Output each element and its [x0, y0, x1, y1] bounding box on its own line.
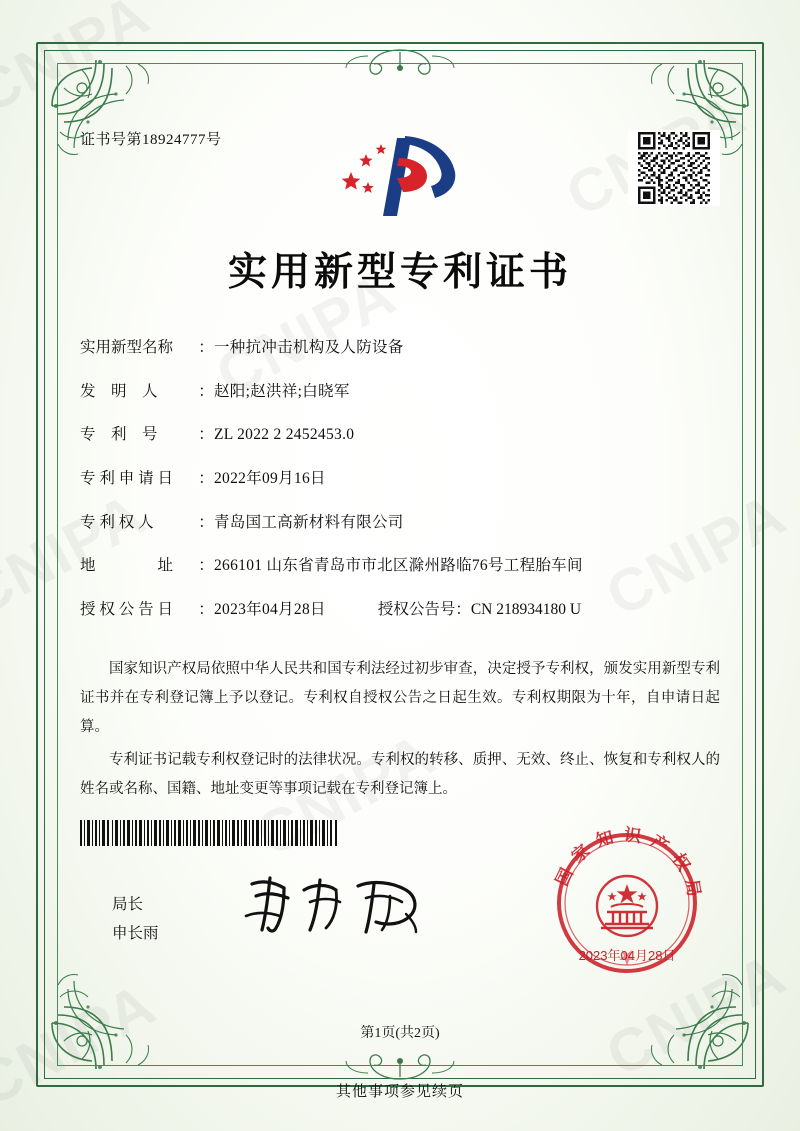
seal-date: 2023年04月28日 — [578, 948, 676, 963]
signature-block — [112, 890, 159, 949]
field-colon: ： — [198, 382, 214, 400]
director-title-label: 局长 — [112, 896, 144, 913]
field-colon: ： — [198, 339, 214, 356]
field-value: 2023年04月28日 — [214, 601, 326, 619]
field-application-date — [80, 468, 720, 490]
field-value: 2022年09月16日 — [214, 470, 326, 488]
field-label: 地 址 — [80, 557, 174, 575]
field-label: 实用新型名称 — [80, 339, 174, 356]
handwritten-signature-icon — [240, 870, 440, 940]
field-inventors — [80, 381, 720, 403]
field-label: 授 权 公 告 日 — [80, 601, 174, 619]
field-value: 266101 山东省青岛市市北区滁州路临76号工程胎车间 — [214, 557, 583, 575]
page-number: 第1页(共2页) — [360, 1026, 440, 1041]
field-colon: ： — [198, 557, 214, 575]
field-colon: ： — [198, 601, 214, 619]
field-label: 专 利 权 人 — [80, 513, 154, 531]
field-value: 青岛国工高新材料有限公司 — [214, 513, 404, 531]
field-patent-number — [80, 424, 720, 446]
field-utility-model-name — [80, 337, 720, 359]
footer-note: 其他事项参见续页 — [335, 1084, 464, 1100]
official-seal — [542, 818, 712, 988]
cnipa-logo-icon — [335, 128, 465, 220]
paragraph: 国家知识产权局依照中华人民共和国专利法经过初步审查，决定授予专利权，颁发实用新型专利证书并在专利登记簿上予以登记。专利权自授权公告之日起生效。专利权期限为十年，自申请日起算。 — [80, 660, 720, 735]
field-value: 赵阳;赵洪祥;白晓军 — [214, 382, 350, 400]
field-label: 发 明 人 — [80, 382, 158, 400]
certificate-number: 证书号第18924777号 — [80, 132, 222, 148]
grant-number-label: 授权公告号： — [377, 601, 471, 619]
field-address — [80, 555, 720, 577]
svg-text:国家知识产权局: 国家知识产权局 — [552, 824, 706, 907]
grant-number-value: CN 218934180 U — [470, 601, 582, 619]
field-colon: ： — [198, 513, 214, 531]
field-patentee — [80, 512, 720, 534]
legal-text — [80, 655, 720, 804]
field-grant-announcement — [80, 599, 720, 621]
field-label: 专 利 申 请 日 — [80, 470, 174, 488]
qr-code — [628, 130, 720, 206]
certificate-content — [80, 110, 720, 808]
field-value: 一种抗冲击机构及人防设备 — [214, 339, 404, 356]
page-title: 实用新型专利证书 — [227, 249, 572, 295]
fields-list — [80, 337, 720, 621]
field-value: ZL 2022 2 2452453.0 — [214, 426, 355, 444]
paragraph: 专利证书记载专利权登记时的法律状况。专利权的转移、质押、无效、终止、恢复和专利权人的姓名或名称、国籍、地址变更等事项记载在专利登记簿上。 — [80, 751, 720, 797]
edge-ornament-icon — [250, 44, 550, 80]
field-colon: ： — [198, 426, 214, 444]
barcode — [80, 820, 340, 846]
director-name-label: 申长雨 — [112, 925, 159, 943]
field-label: 专 利 号 — [80, 426, 158, 444]
field-colon: ： — [198, 470, 214, 488]
